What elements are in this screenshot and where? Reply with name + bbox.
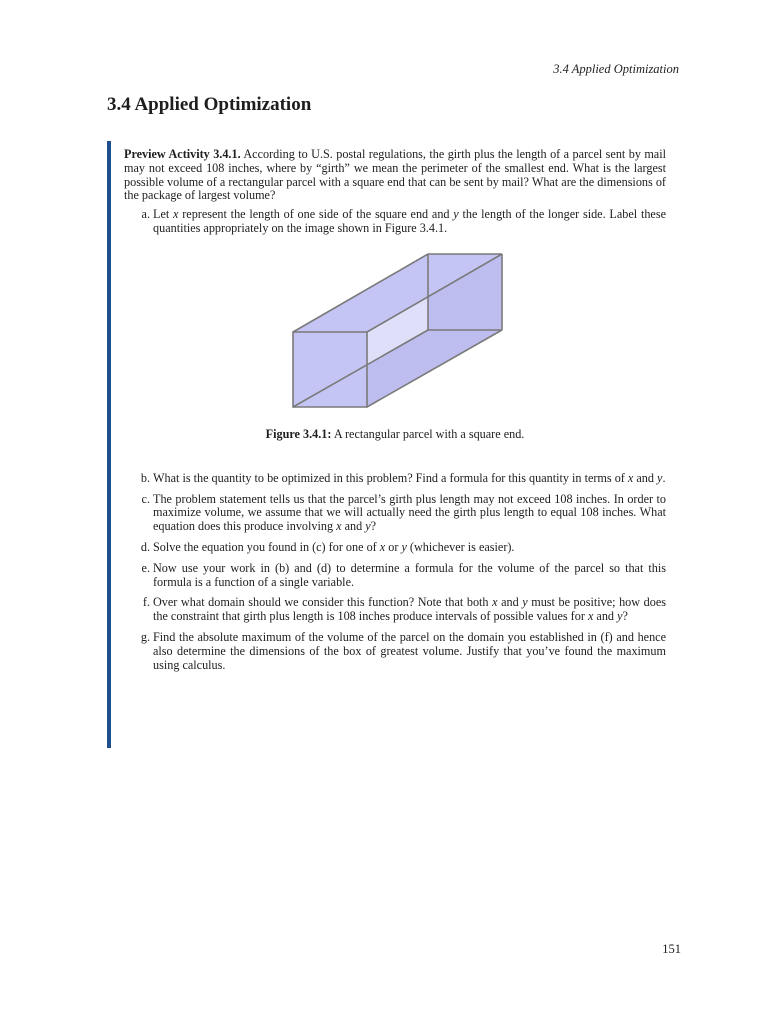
task-marker: b. [140,470,150,485]
parcel-diagram [292,252,504,409]
math-variable: y [522,595,528,610]
task-text: What is the quantity to be optimized in this problem? Find a formula for this quantity in terms of [153,470,628,485]
task-marker: e. [141,560,150,575]
task-text: Over what domain should we consider this function? Note that both [153,595,493,610]
task-item [124,562,666,590]
task-text: and [633,470,658,485]
task-text: and [497,595,523,610]
task-marker: c. [141,491,150,506]
task-text: and [593,609,618,624]
task-text: Solve the equation you found in (c) for one of [153,539,380,554]
task-text: must be positive; how does the constraint that girth plus length is 108 inches produce intervals of possible values for [153,595,666,624]
math-variable: y [617,609,623,624]
section-title: 3.4 Applied Optimization [107,94,312,115]
task-item [124,493,666,534]
task-text: ? [622,609,628,624]
task-text: ? [370,519,377,534]
running-header: 3.4 Applied Optimization [553,62,679,76]
task-text: Find the absolute maximum of the volume of the parcel on the domain you established in (f) and hence also determine the dimensions of the box of greatest volume. Justify that you’ve found the maximum using calculus. [153,629,666,672]
task-text: (whichever is easier). [406,539,515,554]
math-variable: x [336,519,342,534]
task-item [124,208,666,236]
activity-intro-text: According to U.S. postal regulations, the girth plus the length of a parcel sent by mail may not exceed 108 inches, where by “girth” we mean the perimeter of the smallest end. What is the largest possible volume of a rectangular parcel with a square end that can be sent by mail? What are the dimensions of the package of largest volume? [124,147,666,203]
math-variable: y [453,207,459,222]
math-variable: x [627,470,634,485]
parcel-front-face [293,332,367,407]
page-number: 151 [662,942,681,956]
task-text: and [341,519,366,534]
task-text: The problem statement tells us that the parcel’s girth plus length may not exceed 108 inches. In order to maximize volume, we assume that we will actually need the girth plus length to equal 108 inches. What equation does this produce involving [153,491,666,534]
task-text: . [662,470,666,485]
math-variable: x [173,207,179,222]
figure-caption [124,428,666,442]
task-marker: g. [140,629,150,644]
activity-bar [107,141,111,748]
math-variable: x [587,609,594,624]
task-item [124,472,666,486]
task-item [124,541,666,555]
task-list [124,208,666,236]
math-variable: y [401,539,407,554]
figure [124,252,666,457]
activity-intro [124,148,666,203]
math-variable: y [365,519,371,534]
task-list-continued [124,472,666,673]
task-text: or [385,539,402,554]
task-text: Now use your work in (b) and (d) to determine a formula for the volume of the parcel so that this formula is a function of a single variable. [153,560,666,589]
task-text: Let [153,207,174,222]
math-variable: x [492,595,498,610]
task-text: the length of the longer side. Label these quantities appropriately on the image shown in Figure 3.4.1. [153,207,666,235]
task-text: represent the length of one side of the square end and [178,207,454,222]
task-item [124,596,666,624]
math-variable: x [379,539,386,554]
figure-caption-text: A rectangular parcel with a square end. [333,426,525,441]
task-item [124,631,666,672]
task-marker: d. [140,539,150,554]
activity-label: Preview Activity 3.4.1. [124,147,241,161]
preview-activity [124,148,666,672]
task-marker: f. [142,595,150,610]
figure-label: Figure 3.4.1: [265,426,332,441]
task-marker: a. [141,207,150,222]
math-variable: y [657,470,663,485]
